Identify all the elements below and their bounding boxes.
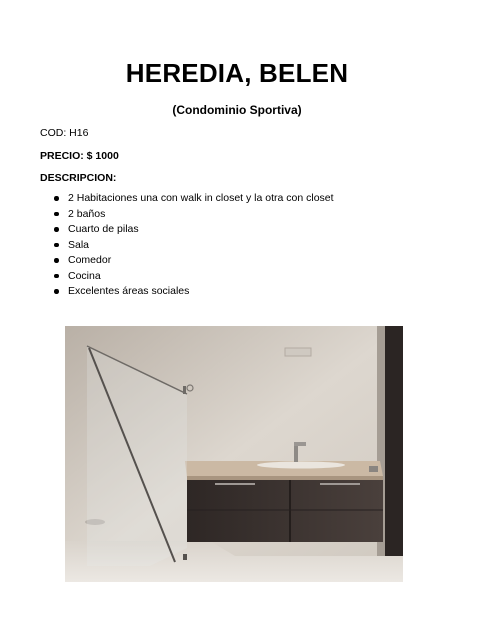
list-item: Cocina <box>52 269 334 285</box>
property-code: COD: H16 <box>40 127 89 139</box>
page-subtitle: (Condominio Sportiva) <box>172 103 302 117</box>
page-title: HEREDIA, BELEN <box>125 58 349 88</box>
list-item: Excelentes áreas sociales <box>52 284 334 300</box>
list-item: 2 baños <box>52 207 334 223</box>
list-item: Cuarto de pilas <box>52 222 334 238</box>
list-item: 2 Habitaciones una con walk in closet y la otra con closet <box>52 191 334 207</box>
bathroom-photo <box>65 326 403 582</box>
feature-list <box>52 191 334 300</box>
list-item: Sala <box>52 238 334 254</box>
list-item: Comedor <box>52 253 334 269</box>
description-heading: DESCRIPCION: <box>40 172 117 184</box>
property-price: PRECIO: $ 1000 <box>40 150 119 162</box>
